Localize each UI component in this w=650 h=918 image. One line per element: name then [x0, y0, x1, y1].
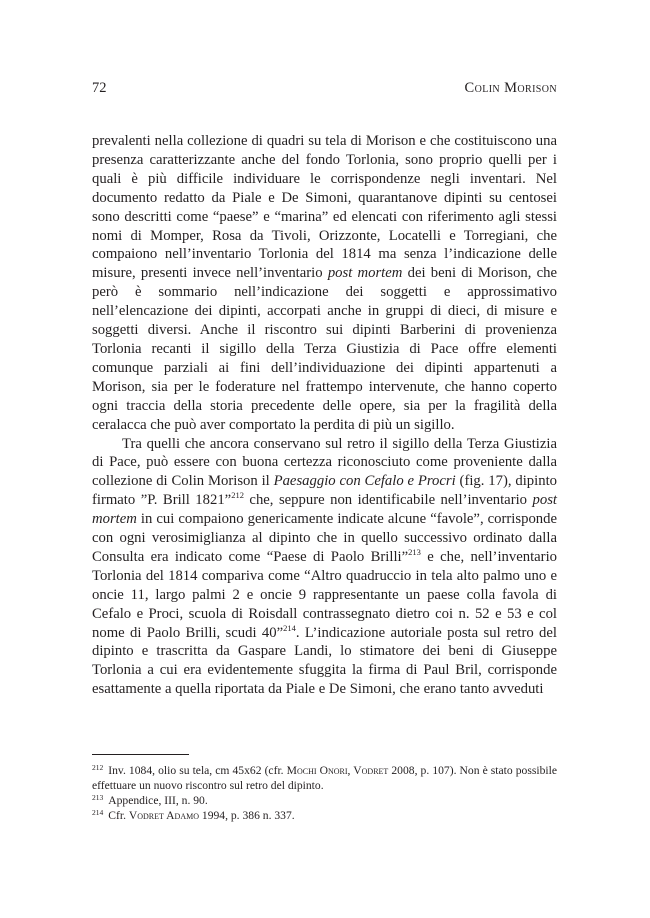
italic-term: post mortem: [327, 265, 403, 282]
footnote-text: 2008, p. 107). Non è stato possibile effettuare un nuovo riscontro sul retro del dipinto.: [92, 764, 557, 792]
paragraph-1: [92, 132, 557, 435]
footnote-214: [92, 809, 557, 824]
paragraph-text: in cui compaiono genericamente indicate alcune “favole”, corrisponde con ogni verosimiglianza al dipinto che in quello successivo ordinato dalla Consulta era indicato come “Paese di Paolo Brilli”: [92, 511, 557, 565]
artwork-title: Paesaggio con Cefalo e Procri: [273, 473, 456, 490]
page-header: [92, 80, 557, 100]
italic-term: post mortem: [92, 492, 557, 528]
paragraph-text: che, seppure non identificabile nell’inventario: [243, 492, 533, 509]
footnote-number: 214: [92, 807, 104, 817]
paragraph-text: prevalenti nella collezione di quadri su tela di Morison e che costituiscono una presenza caratterizzante anche del fondo Torlonia, sono proprio quelli per i quali è più difficile individuare le corrispondenze negli inventari. Nel documento redatto da Piale e De Simoni, quarantanove dipinti su centosei sono descritti come “paese” e “marina” ed elencati con riferimento agli stessi nomi di Momper, Rosa da Tivoli, Orizzonte, Locatelli e Torregiani, che compaiono nell’inventario Torlonia del 1814 ma senza l’indicazione delle misure, presenti invece nell’inventario: [92, 133, 557, 282]
footnote-212: [92, 764, 557, 794]
footnote-divider: [92, 754, 189, 755]
paragraph-text: Tra quelli che ancora conservano sul retro il sigillo della Terza Giustizia di Pace, può essere con buona certezza riconosciuto come proveniente dalla collezione di Colin Morison il: [92, 435, 557, 490]
footnote-ref-213[interactable]: 213: [408, 546, 421, 557]
footnote-text: Inv. 1084, olio su tela, cm 45x62 (cfr.: [108, 764, 287, 777]
footnotes: [92, 764, 557, 824]
paragraph-2: [92, 435, 557, 700]
footnote-text: Cfr.: [108, 808, 129, 822]
footnote-author: Vodret Adamo: [128, 808, 199, 822]
footnote-213: [92, 794, 557, 809]
footnote-text: Appendice, III, n. 90.: [108, 793, 208, 807]
footnote-number: 212: [92, 763, 104, 772]
running-head: Colin Morison: [464, 80, 557, 96]
paragraph-text: dei beni di Morison, che però è sommario nell’indicazione dei soggetti e approssimativo nell’elencazione dei dipinti, accorpati anche in gruppi di dieci, di misure e soggetti diversi. Anche il riscontro sui dipinti Barberini di provenienza Torlonia recanti il sigillo della Terza Giustizia di Pace offre elementi comunque parziali ai fini dell’individuazione dei dipinti appartenuti a Morison, sia per le foderature nel frattempo intervenute, che hanno coperto ogni traccia della storia precedente delle opere, sia per la fragilità della ceralacca che può aver comportato la perdita di più un sigillo.: [92, 265, 557, 433]
paragraph-text: e che, nell’inventario Torlonia del 1814 compariva come “Altro quadruccio in tela alto palmo uno e oncie 11, largo palmi 2 e oncie 9 rappresentante un paese colla favola di Cefalo e Proci, scuola di Roisdall contrassegnato dietro coi n. 52 e 53 e col nome di Paolo Brilli, scudi 40”: [92, 548, 557, 641]
footnote-number: 213: [92, 792, 104, 802]
paragraph-text: . L’indicazione autoriale posta sul retro del dipinto e trascritta da Gaspare Landi, lo stimatore dei beni di Giuseppe Torlonia a cui era evidentemente sfuggita la firma di Paul Bril, corrisponde esattamente a quella riportata da Piale e De Simoni, che erano tanto avveduti: [92, 624, 557, 698]
footnote-ref-212[interactable]: 212: [231, 490, 244, 501]
page-number: 72: [92, 80, 107, 96]
footnote-ref-214[interactable]: 214: [283, 622, 296, 633]
footnote-author: Mochi Onori, Vodret: [286, 764, 389, 777]
footnote-text: 1994, p. 386 n. 337.: [199, 808, 295, 822]
paragraph-text: (fig. 17), dipinto firmato ”P. Brill 1821”: [92, 473, 557, 509]
body-text: [92, 132, 557, 699]
